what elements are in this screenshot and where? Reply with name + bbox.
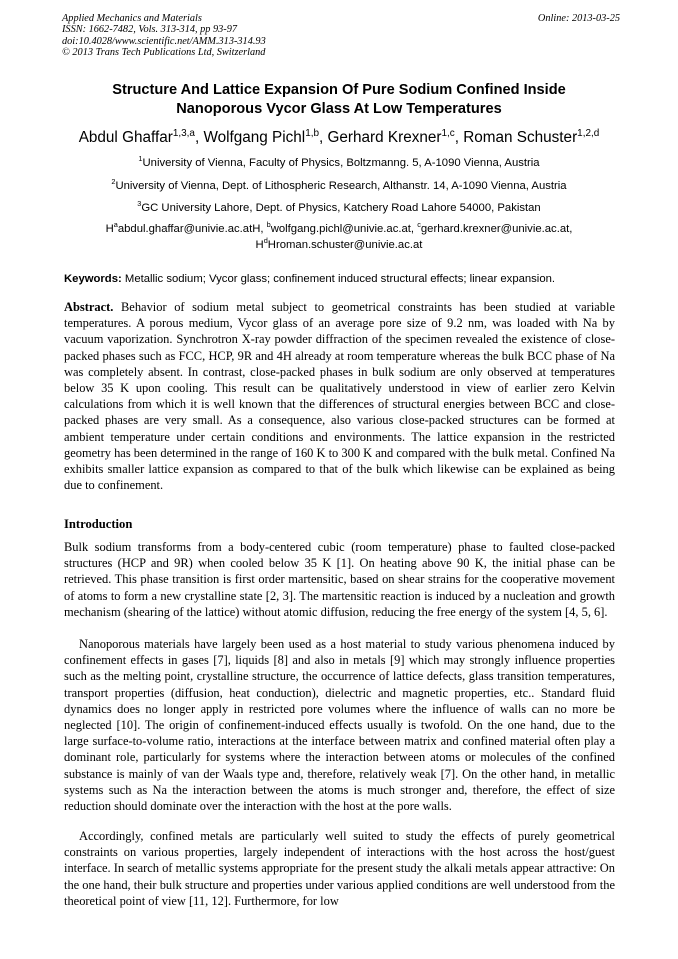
journal-name: Applied Mechanics and Materials — [62, 13, 202, 24]
author-name: Gerhard Krexner — [327, 129, 442, 146]
intro-paragraph-3: Accordingly, confined metals are particularly well suited to study the effects of purely geometrical constraints on various properties, largely independent of interactions with the host across the host/guest interface. In search of metallic systems appropriate for the present study the alkali metals appear attractive: On the one hand, their bulk structure and properties under various applied conditions are well understood from the theoretical point of view [11, 12]. Furthermore, for low — [64, 829, 615, 908]
copyright-line: © 2013 Trans Tech Publications Ltd, Switzerland — [62, 47, 266, 59]
email-superscript: d — [263, 235, 268, 245]
author-superscript: 1,b — [305, 127, 320, 139]
affiliation-number: 3 — [137, 199, 142, 209]
author-superscript: 1,3,a — [172, 127, 195, 139]
publication-header — [62, 13, 620, 59]
author-list — [20, 129, 658, 147]
email-prefix: H — [105, 223, 114, 235]
email-superscript: b — [266, 220, 271, 230]
author-separator: , — [454, 129, 464, 146]
section-heading-introduction: Introduction — [64, 517, 133, 531]
abstract — [64, 299, 615, 493]
issn-line: ISSN: 1662-7482, Vols. 313-314, pp 93-97 — [62, 24, 238, 36]
author-name: Abdul Ghaffar — [78, 129, 173, 146]
intro-paragraph-2: Nanoporous materials have largely been used as a host material to study various phenomena induced by confinement effects in gases [7], liquids [8] and also in metals [9] which may strongly influence properties such as the melting point, crystalline structure, the occurrence of lattice defects, glass transition temperatures, transport properties (diffusion, heat conduction), dielectric and magnetic properties, etc.. Standard fluid dynamics does no longer apply in restricted pore volumes where the influence of walls can no more be neglected [10]. The origin of confinement-induced effects usually is twofold. On the one hand, due to the large surface-to-volume ratio, interactions at the interface between matrix and confined material often play a dominant role, particularly for systems where the interaction between atoms or molecules of the confined substance is mainly of van der Waals type and, therefore, relatively weak [7]. On the other hand, in metallic systems such as Na the interaction between the atoms is much stronger and, therefore, the effect of size reduction should dominate over the interaction with the host at the pore walls. — [64, 637, 615, 814]
intro-paragraph-1: Bulk sodium transforms from a body-centered cubic (room temperature) phase to faulted close-packed structures (HCP and 9R) when cooled below 35 K [1]. On heating above 90 K, the initial phase can be retrieved. This phase transition is first order martensitic, based on shear strains for the cooperative movement of atoms to form a new crystalline state [2, 3]. The martensitic reaction is induced by a nucleation and growth mechanism (shearing of the lattice) without atomic diffusion, reducing the free energy of the system [4, 5, 6]. — [64, 540, 615, 619]
doi-line: doi:10.4028/www.scientific.net/AMM.313-314.93 — [62, 35, 266, 47]
email-b[interactable]: wolfgang.pichl@univie.ac.at, — [270, 223, 418, 235]
affiliation-text: University of Vienna, Faculty of Physics, Boltzmanng. 5, A-1090 Vienna, Austria — [142, 157, 540, 169]
keywords-text: Metallic sodium; Vycor glass; confinement induced structural effects; linear expansion. — [121, 273, 556, 285]
title-line-2: Nanoporous Vycor Glass At Low Temperatures — [176, 100, 502, 117]
email-c[interactable]: gerhard.krexner@univie.ac.at, — [420, 223, 573, 235]
keywords-label: Keywords: — [64, 273, 122, 285]
online-date: Online: 2013-03-25 — [537, 13, 620, 24]
author-separator: , — [319, 129, 328, 146]
author-name: Wolfgang Pichl — [203, 129, 306, 146]
abstract-text: Behavior of sodium metal subject to geometrical constraints has been studied at variable temperatures. A porous medium, Vycor glass of an average pore size of 9.2 nm, was loaded with Na by vacuum vaporization. Synchrotron X-ray powder diffraction of the specimen revealed the existence of close-packed phases such as FCC, HCP, 9R and 4H already at room temperature whereas the bulk BCC phase of Na was completely absent. In contrast, close-packed phases in bulk sodium are only observed at temperatures below 35 K upon cooling. This result can be qualitatively understood in view of earlier zero Kelvin calculations from which it is well known that the differences of structural energies between BCC and close-packed phases are very small. As a consequence, also various close-packed structures can be formed at ambient temperature under certain conditions and environments. The lattice expansion in the restricted geometry has been determined in the range of 160 K to 300 K and compared with the bulk metal. Confined Na exhibits smaller lattice expansion as compared to that of the bulk which likewise can be explained as being due to confinement. — [64, 300, 615, 493]
author-name: Roman Schuster — [463, 129, 578, 146]
affiliation-number: 2 — [111, 177, 116, 187]
affiliation-3 — [20, 201, 658, 215]
affiliation-number: 1 — [138, 154, 143, 164]
email-d[interactable]: Hroman.schuster@univie.ac.at — [267, 238, 423, 251]
author-separator: , — [194, 129, 204, 146]
email-superscript: a — [113, 220, 118, 230]
title-line-1: Structure And Lattice Expansion Of Pure Sodium Confined Inside — [112, 82, 566, 98]
affiliation-1 — [20, 156, 658, 170]
paper-title — [40, 81, 638, 118]
email-line-1 — [20, 222, 658, 238]
author-superscript: 1,c — [441, 127, 455, 139]
email-prefix: H — [255, 238, 264, 251]
affiliation-2 — [20, 179, 658, 193]
author-superscript: 1,2,d — [577, 127, 600, 139]
affiliation-text: University of Vienna, Dept. of Lithospheric Research, Althanstr. 14, A-1090 Vienna, Austria — [115, 180, 567, 192]
email-superscript: c — [417, 220, 421, 230]
keywords — [64, 272, 620, 286]
author-emails — [20, 222, 658, 253]
email-line-2 — [20, 235, 658, 254]
affiliation-text: GC University Lahore, Dept. of Physics, Katchery Road Lahore 54000, Pakistan — [141, 202, 541, 214]
abstract-label: Abstract. — [64, 300, 114, 314]
email-a[interactable]: abdul.ghaffar@univie.ac.atH, — [117, 223, 267, 235]
